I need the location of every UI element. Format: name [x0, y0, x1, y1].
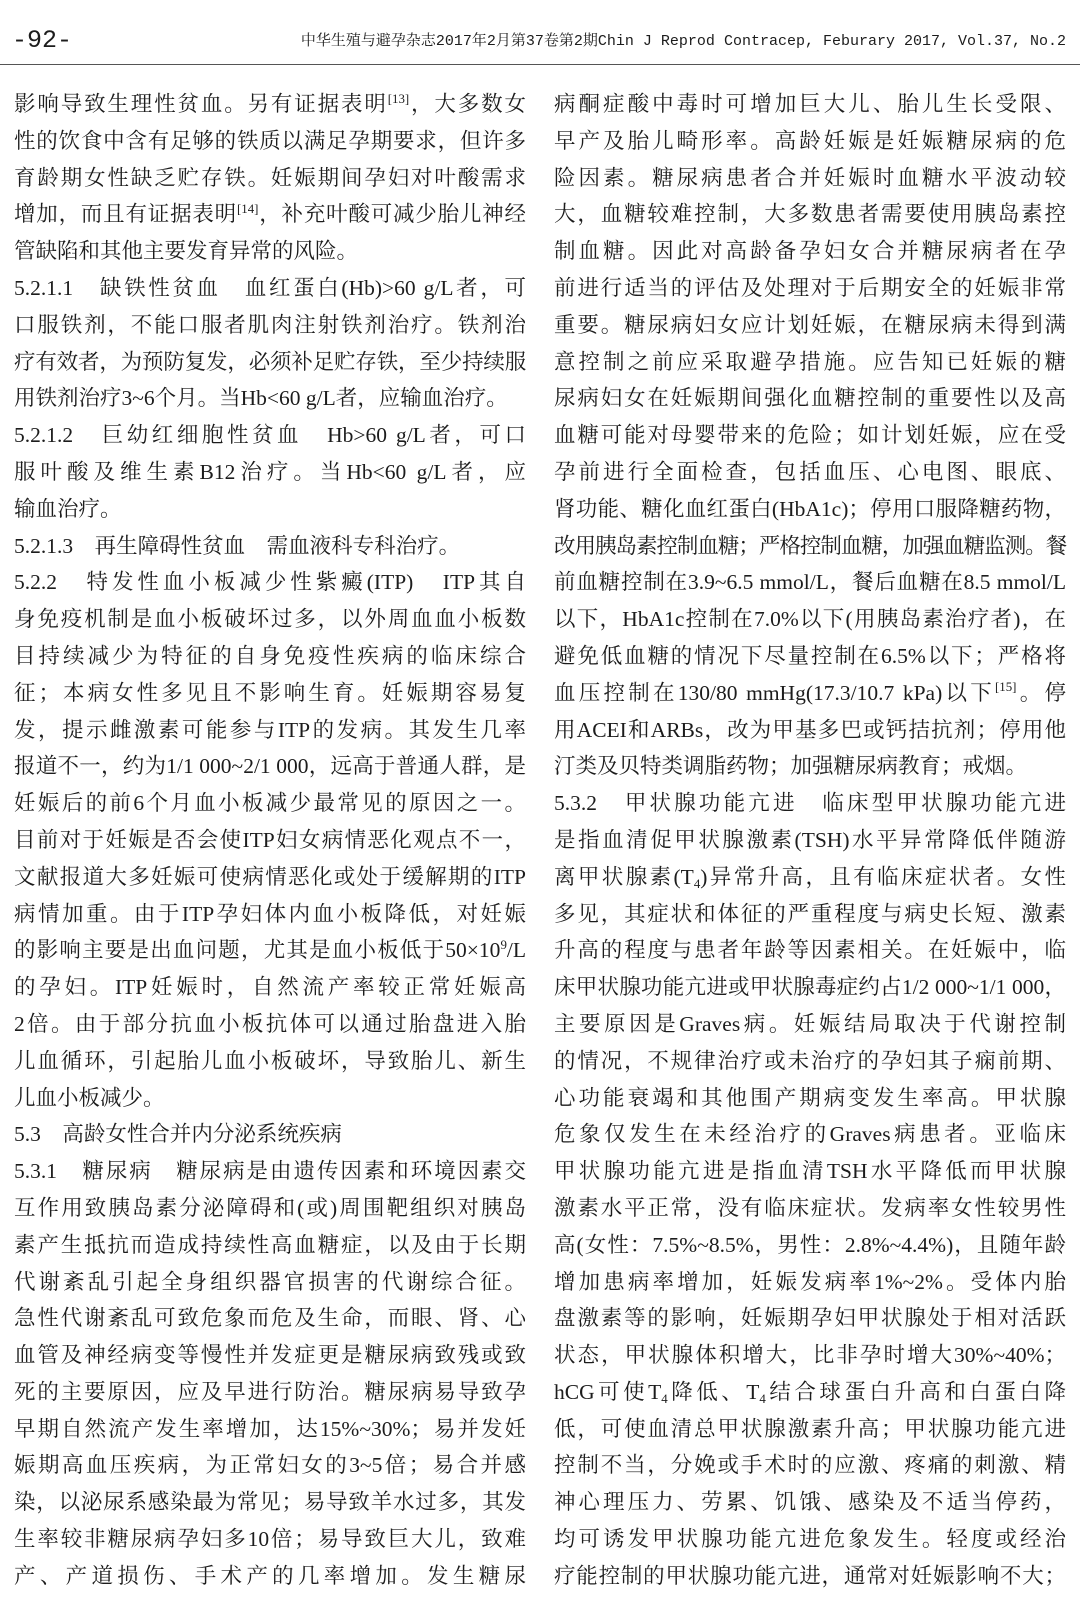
text-line [14, 1447, 526, 1484]
text-run: 口服铁剂，不能口服者肌肉注射铁剂治疗。铁剂治 [14, 312, 526, 337]
text-line [14, 454, 526, 491]
text-line [554, 454, 1066, 491]
text-line [14, 896, 526, 933]
text-run: 疗有效者，为预防复发，必须补足贮存铁，至少持续服 [14, 349, 526, 374]
text-run: 5.2.1.3 再生障碍性贫血 需血液科专科治疗。 [14, 533, 461, 558]
running-head: 中华生殖与避孕杂志2017年2月第37卷第2期Chin J Reprod Contracep, Feburary 2017, Vol.37, No.2 [300, 33, 1066, 50]
text-run: 代谢紊乱引起全身组织器官损害的代谢综合征。 [14, 1269, 526, 1294]
text-run: 甲状腺功能亢进是指血清TSH水平降低而甲状腺 [554, 1159, 1066, 1184]
text-run: 服叶酸及维生素B12治疗。当Hb<60 g/L者，应 [14, 459, 526, 484]
text-run: 5.3.2 甲状腺功能亢进 临床型甲状腺功能亢进 [554, 791, 1066, 816]
text-run: )异常升高，且有临床症状者。女性 [700, 864, 1067, 889]
page-number: -92- [12, 26, 73, 55]
text-line [554, 822, 1066, 859]
text-line [554, 196, 1066, 233]
text-line [554, 675, 1066, 712]
text-run: 文献报道大多妊娠可使病情恶化或处于缓解期的ITP [14, 864, 526, 889]
text-run: 征；本病女性多见且不影响生育。妊娠期容易复 [14, 680, 526, 705]
text-run: 尿病妇女在妊娠期间强化血糖控制的重要性以及高 [554, 386, 1066, 411]
text-run: 早产及胎儿畸形率。高龄妊娠是妊娠糖尿病的危 [554, 128, 1066, 153]
text-run: 生率较非糖尿病孕妇多10倍；易导致巨大儿，致难 [14, 1527, 526, 1552]
superscript: 9 [500, 937, 507, 952]
text-line [554, 1190, 1066, 1227]
text-run: 重要。糖尿病妇女应计划妊娠，在糖尿病未得到满 [554, 312, 1066, 337]
text-line [554, 1558, 1066, 1595]
text-run: 发，提示雌激素可能参与ITP的发病。其发生几率 [14, 717, 526, 742]
text-line [554, 270, 1066, 307]
text-run: 的孕妇。ITP妊娠时，自然流产率较正常妊娠高 [14, 975, 526, 1000]
text-run: 身免疫机制是血小板破坏过多，以外周血血小板数 [14, 607, 526, 632]
text-line [554, 1264, 1066, 1301]
text-line [554, 1116, 1066, 1153]
left-column [14, 86, 526, 1595]
text-run: 。停 [1016, 680, 1066, 705]
text-run: 5.3.1 糖尿病 糖尿病是由遗传因素和环境因素交 [14, 1159, 526, 1184]
text-line [14, 748, 526, 785]
text-line [554, 1521, 1066, 1558]
text-line [554, 969, 1066, 1006]
text-run: 升高的程度与患者年龄等因素相关。在妊娠中，临 [554, 938, 1066, 963]
text-run: 高(女性：7.5%~8.5%，男性：2.8%~4.4%)，且随年龄 [554, 1232, 1066, 1257]
text-line [554, 601, 1066, 638]
text-run: ，大多数女 [409, 92, 526, 116]
text-line [554, 417, 1066, 454]
text-run: 血糖可能对母婴带来的危险；如计划妊娠，应在受 [554, 423, 1066, 448]
text-run: 目前对于妊娠是否会使ITP妇女病情恶化观点不一， [14, 827, 526, 852]
text-line [14, 160, 526, 197]
text-line [14, 1484, 526, 1521]
text-run: 报道不一，约为1/1 000~2/1 000，远高于普通人群，是 [14, 754, 526, 779]
text-run: 大，血糖较难控制，大多数患者需要使用胰岛素控 [554, 202, 1066, 227]
text-run: 结合球蛋白升高和白蛋白降 [765, 1379, 1066, 1404]
text-line [14, 1300, 526, 1337]
text-run: 影响导致生理性贫血。另有证据表明 [14, 92, 388, 116]
text-run: 低，可使血清总甲状腺激素升高；甲状腺功能亢进 [554, 1416, 1066, 1441]
text-run: 输血治疗。 [14, 496, 122, 521]
superscript: [14] [236, 202, 259, 217]
text-run: 肾功能、糖化血红蛋白(HbA1c)；停用口服降糖药物， [554, 496, 1066, 521]
text-line [14, 123, 526, 160]
text-run: 的情况，不规律治疗或未治疗的孕妇其子痫前期、 [554, 1048, 1066, 1073]
text-run: 以下，HbA1c控制在7.0%以下(用胰岛素治疗者)，在 [554, 607, 1066, 632]
text-line [554, 748, 1066, 785]
text-run: 用ACEI和ARBs，改为甲基多巴或钙拮抗剂；停用他 [554, 717, 1066, 742]
text-run: 制血糖。因此对高龄备孕妇女合并糖尿病者在孕 [554, 239, 1066, 264]
text-line [14, 344, 526, 381]
text-line [14, 1521, 526, 1558]
text-line [14, 86, 526, 123]
superscript: [13] [387, 91, 410, 106]
text-run: 妊娠后的前6个月血小板减少最常见的原因之一。 [14, 791, 526, 816]
text-line [14, 1190, 526, 1227]
text-run: ，补充叶酸可减少胎儿神经 [258, 202, 526, 227]
text-line [554, 1374, 1066, 1411]
text-line [14, 822, 526, 859]
text-run: 离甲状腺素(T [554, 864, 694, 889]
text-run: 控制不当，分娩或手术时的应激、疼痛的刺激、精 [554, 1453, 1066, 1478]
text-line [554, 712, 1066, 749]
text-run: 5.2.1.1 缺铁性贫血 血红蛋白(Hb)>60 g/L者，可 [14, 275, 526, 300]
text-line [554, 859, 1066, 896]
text-run: 改用胰岛素控制血糖；严格控制血糖，加强血糖监测。餐 [554, 533, 1066, 558]
text-line [554, 528, 1066, 565]
text-line [554, 380, 1066, 417]
text-run: 状态，甲状腺体积增大，比非孕时增大30%~40%； [554, 1343, 1066, 1368]
text-line [14, 638, 526, 675]
text-line [14, 785, 526, 822]
text-line [554, 1080, 1066, 1117]
text-run: 血管及神经病变等慢性并发症更是糖尿病致残或致 [14, 1343, 526, 1368]
text-line [554, 86, 1066, 123]
text-run: 主要原因是Graves病。妊娠结局取决于代谢控制 [554, 1011, 1066, 1036]
text-line [14, 380, 526, 417]
text-line [14, 417, 526, 454]
text-run: 早期自然流产发生率增加，达15%~30%；易并发妊 [14, 1416, 526, 1441]
text-line [14, 1411, 526, 1448]
text-run: 多见，其症状和体征的严重程度与病史长短、激素 [554, 901, 1066, 926]
text-run: 神心理压力、劳累、饥饿、感染及不适当停药， [554, 1490, 1066, 1515]
text-run: 2倍。由于部分抗血小板抗体可以通过胎盘进入胎 [14, 1011, 526, 1036]
text-run: 床甲状腺功能亢进或甲状腺毒症约占1/2 000~1/1 000， [554, 975, 1066, 1000]
text-run: 疗能控制的甲状腺功能亢进，通常对妊娠影响不大； [554, 1563, 1066, 1588]
text-run: 是指血清促甲状腺激素(TSH)水平异常降低伴随游 [554, 827, 1066, 852]
text-run: 用铁剂治疗3~6个月。当Hb<60 g/L者，应输血治疗。 [14, 386, 508, 411]
text-run: 死的主要原因，应及早进行防治。糖尿病易导致孕 [14, 1379, 526, 1404]
text-line [14, 601, 526, 638]
text-run: 互作用致胰岛素分泌障碍和(或)周围靶组织对胰岛 [14, 1195, 526, 1220]
text-run: 病情加重。由于ITP孕妇体内血小板降低，对妊娠 [14, 901, 526, 926]
text-line [554, 233, 1066, 270]
text-run: 性的饮食中含有足够的铁质以满足孕期要求，但许多 [14, 128, 526, 153]
subscript: 4 [693, 876, 701, 891]
text-run: /L [506, 938, 526, 963]
text-line [14, 1337, 526, 1374]
text-run: 素产生抵抗而造成持续性高血糖症，以及由于长期 [14, 1232, 526, 1257]
text-line [14, 712, 526, 749]
text-line [554, 1300, 1066, 1337]
text-run: 心功能衰竭和其他围产期病变发生率高。甲状腺 [554, 1085, 1066, 1110]
text-run: 染，以泌尿系感染最为常见；易导致羊水过多，其发 [14, 1490, 526, 1515]
text-line [14, 564, 526, 601]
text-line [554, 1411, 1066, 1448]
text-line [14, 1116, 526, 1153]
text-line [14, 1043, 526, 1080]
text-line [554, 1006, 1066, 1043]
text-run: 汀类及贝特类调脂药物；加强糖尿病教育；戒烟。 [554, 754, 1028, 779]
text-line [14, 932, 526, 969]
text-run: 血压控制在130/80 mmHg(17.3/10.7 kPa)以下 [554, 680, 995, 705]
subscript: 4 [661, 1391, 668, 1406]
text-line [554, 344, 1066, 381]
text-line [14, 1374, 526, 1411]
text-run: 5.2.1.2 巨幼红细胞性贫血 Hb>60 g/L者，可口 [14, 423, 526, 448]
text-run: 5.3 高龄女性合并内分泌系统疾病 [14, 1122, 342, 1147]
text-run: 危象仅发生在未经治疗的Graves病患者。亚临床 [554, 1122, 1066, 1147]
text-line [554, 160, 1066, 197]
right-column [554, 86, 1066, 1595]
text-line [554, 1043, 1066, 1080]
text-line [554, 491, 1066, 528]
text-run: 避免低血糖的情况下尽量控制在6.5%以下；严格将 [554, 643, 1066, 668]
subscript: 4 [759, 1391, 766, 1406]
text-line [14, 196, 526, 233]
text-run: 意控制之前应采取避孕措施。应告知已妊娠的糖 [554, 349, 1066, 374]
text-line [14, 1080, 526, 1117]
text-line [554, 932, 1066, 969]
text-run: 盘激素等的影响，妊娠期孕妇甲状腺处于相对活跃 [554, 1306, 1066, 1331]
text-run: 增加患病率增加，妊娠发病率1%~2%。受体内胎 [554, 1269, 1066, 1294]
text-run: 前进行适当的评估及处理对于后期安全的妊娠非常 [554, 275, 1066, 300]
text-line [14, 1153, 526, 1190]
text-run: 的影响主要是出血问题，尤其是血小板低于50×10 [14, 938, 501, 963]
text-line [554, 785, 1066, 822]
text-run: hCG可使T [554, 1379, 662, 1404]
text-line [14, 859, 526, 896]
text-line [554, 564, 1066, 601]
text-line [554, 1153, 1066, 1190]
text-run: 病酮症酸中毒时可增加巨大儿、胎儿生长受限、 [554, 92, 1066, 116]
text-line [14, 1006, 526, 1043]
text-line [14, 1558, 526, 1595]
text-line [554, 638, 1066, 675]
text-line [554, 896, 1066, 933]
text-run: 险因素。糖尿病患者合并妊娠时血糖水平波动较 [554, 165, 1066, 190]
text-line [14, 1227, 526, 1264]
text-run: 均可诱发甲状腺功能亢进危象发生。轻度或经治 [554, 1527, 1066, 1552]
text-run: 增加，而且有证据表明 [14, 202, 237, 227]
text-run: 儿血小板减少。 [14, 1085, 165, 1110]
text-run: 5.2.2 特发性血小板减少性紫癜(ITP) ITP其自 [14, 570, 526, 595]
text-run: 目持续减少为特征的自身免疫性疾病的临床综合 [14, 643, 526, 668]
text-line [554, 1227, 1066, 1264]
text-run: 育龄期女性缺乏贮存铁。妊娠期间孕妇对叶酸需求 [14, 165, 526, 190]
text-run: 降低、T [667, 1379, 760, 1404]
text-line [14, 307, 526, 344]
text-run: 产、产道损伤、手术产的几率增加。发生糖尿 [14, 1563, 526, 1588]
text-line [14, 1264, 526, 1301]
text-run: 娠期高血压疾病，为正常妇女的3~5倍；易合并感 [14, 1453, 526, 1478]
text-line [14, 528, 526, 565]
text-line [554, 1484, 1066, 1521]
text-run: 孕前进行全面检查，包括血压、心电图、眼底、 [554, 459, 1066, 484]
text-run: 儿血循环，引起胎儿血小板破坏，导致胎儿、新生 [14, 1048, 526, 1073]
text-line [554, 307, 1066, 344]
text-line [14, 491, 526, 528]
text-run: 急性代谢紊乱可致危象而危及生命，而眼、肾、心 [14, 1306, 526, 1331]
text-line [554, 123, 1066, 160]
text-run: 管缺陷和其他主要发育异常的风险。 [14, 239, 359, 264]
text-line [554, 1447, 1066, 1484]
text-line [14, 233, 526, 270]
superscript: [15] [995, 680, 1017, 695]
header-rule [0, 64, 1080, 65]
text-line [14, 969, 526, 1006]
text-line [554, 1337, 1066, 1374]
text-line [14, 270, 526, 307]
text-line [14, 675, 526, 712]
text-run: 激素水平正常，没有临床症状。发病率女性较男性 [554, 1195, 1066, 1220]
text-run: 前血糖控制在3.9~6.5 mmol/L，餐后血糖在8.5 mmol/L [554, 570, 1066, 595]
